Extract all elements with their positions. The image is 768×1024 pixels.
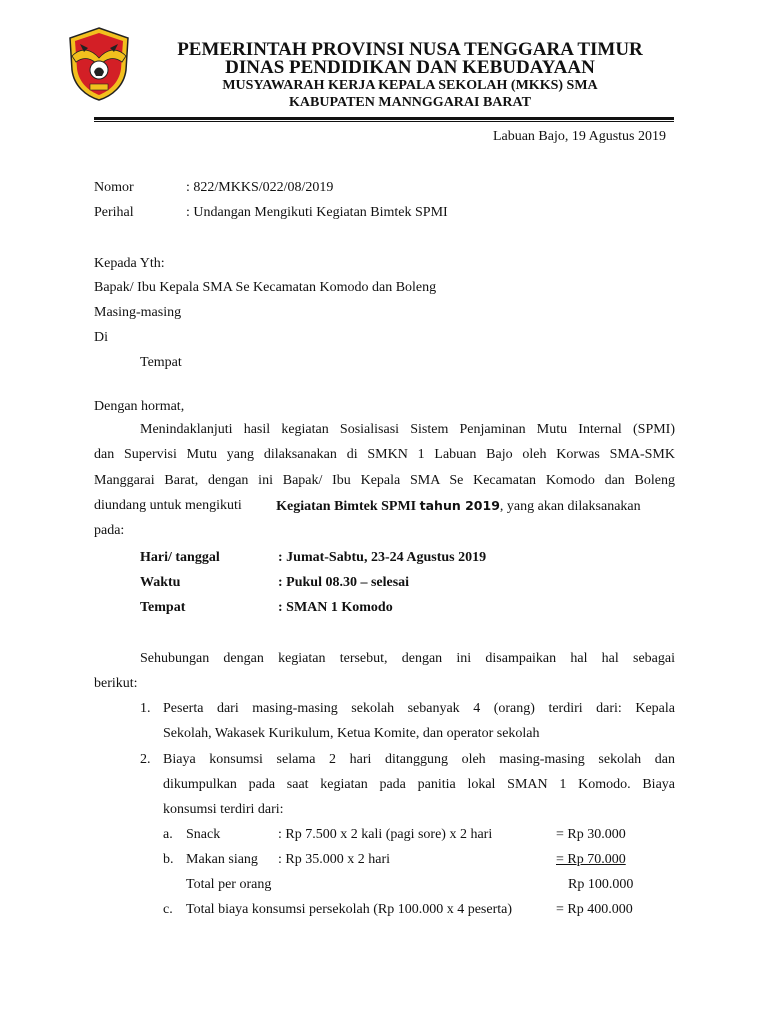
followup-line-2: berikut: bbox=[94, 676, 138, 691]
p1-line4-emphasis bbox=[276, 497, 640, 516]
cost-a-label: Snack bbox=[186, 827, 221, 842]
province-crest-logo bbox=[66, 26, 132, 102]
cost-a-total: = Rp 30.000 bbox=[556, 827, 626, 842]
letterhead-divider-thick bbox=[94, 117, 674, 120]
schedule-value-time: : Pukul 08.30 – selesai bbox=[278, 575, 410, 590]
item-2-number: 2. bbox=[140, 752, 151, 767]
letter-date: Labuan Bajo, 19 Agustus 2019 bbox=[492, 129, 666, 144]
cost-c-label: Total biaya konsumsi persekolah (Rp 100.000 x 4 peserta) bbox=[186, 902, 513, 917]
letterhead-line-2: DINAS PENDIDIKAN DAN KEBUDAYAAN bbox=[225, 57, 595, 78]
cost-c-total: = Rp 400.000 bbox=[556, 902, 633, 917]
cost-a-detail: : Rp 7.500 x 2 kali (pagi sore) x 2 hari bbox=[278, 827, 493, 842]
cost-a-letter: a. bbox=[163, 827, 173, 842]
followup-line-1: Sehubungan dengan kegiatan tersebut, dengan ini disampaikan hal hal sebagai bbox=[140, 651, 675, 666]
item-1-line-1: Peserta dari masing-masing sekolah sebanyak 4 (orang) terdiri dari: Kepala bbox=[163, 701, 675, 716]
schedule-value-place: : SMAN 1 Komodo bbox=[278, 600, 393, 615]
letterhead-divider-thin bbox=[94, 121, 674, 122]
cost-b-label: Makan siang bbox=[186, 852, 258, 867]
item-2-line-3: konsumsi terdiri dari: bbox=[163, 802, 284, 817]
schedule-label-time: Waktu bbox=[140, 575, 181, 590]
p1-event-name: Kegiatan Bimtek SPMI bbox=[276, 499, 417, 514]
p1-line4-start: diundang untuk mengikuti bbox=[94, 498, 242, 513]
greeting: Dengan hormat, bbox=[94, 399, 185, 414]
recipient-line-3: Masing-masing bbox=[94, 305, 182, 320]
schedule-label-date: Hari/ tanggal bbox=[140, 550, 220, 565]
cost-b-total: = Rp 70.000 bbox=[556, 852, 626, 867]
cost-b-letter: b. bbox=[163, 852, 174, 867]
paragraph-1-line-4 bbox=[94, 497, 675, 516]
cost-subtotal-label: Total per orang bbox=[186, 877, 272, 892]
letterhead-line-4: KABUPATEN MANNGGARAI BARAT bbox=[289, 95, 531, 110]
schedule-value-date: : Jumat-Sabtu, 23-24 Agustus 2019 bbox=[278, 550, 487, 565]
nomor-value: : 822/MKKS/022/08/2019 bbox=[186, 180, 334, 195]
recipient-name: Bapak/ Ibu Kepala SMA Se Kecamatan Komodo dan Boleng bbox=[94, 280, 437, 295]
cost-subtotal-value: Rp 100.000 bbox=[568, 877, 634, 892]
item-1-number: 1. bbox=[140, 701, 151, 716]
paragraph-1-line-2: dan Supervisi Mutu yang dilaksanakan di SMKN 1 Labuan Bajo oleh Korwas SMA-SMK bbox=[94, 447, 675, 462]
recipient-salutation: Kepada Yth: bbox=[94, 256, 165, 271]
cost-b-detail: : Rp 35.000 x 2 hari bbox=[278, 852, 390, 867]
p1-event-year: tahun 2019 bbox=[419, 498, 500, 513]
item-2-line-2: dikumpulkan pada saat kegiatan pada panitia lokal SMAN 1 Komodo. Biaya bbox=[163, 777, 675, 792]
letterhead-line-1: PEMERINTAH PROVINSI NUSA TENGGARA TIMUR bbox=[177, 39, 643, 60]
perihal-value: : Undangan Mengikuti Kegiatan Bimtek SPMI bbox=[186, 205, 448, 220]
perihal-label: Perihal bbox=[94, 205, 134, 220]
schedule-label-place: Tempat bbox=[140, 600, 186, 615]
paragraph-1-line-1: Menindaklanjuti hasil kegiatan Sosialisasi Sistem Penjaminan Mutu Internal (SPMI) bbox=[140, 422, 675, 437]
recipient-place: Tempat bbox=[140, 355, 182, 370]
p1-line4-end: , yang akan dilaksanakan bbox=[499, 499, 641, 514]
item-2-line-1: Biaya konsumsi selama 2 hari ditanggung oleh masing-masing sekolah dan bbox=[163, 752, 675, 767]
paragraph-1-line-3: Manggarai Barat, dengan ini Bapak/ Ibu Kepala SMA Se Kecamatan Komodo dan Boleng bbox=[94, 473, 675, 488]
letterhead-line-3: MUSYAWARAH KERJA KEPALA SEKOLAH (MKKS) SMA bbox=[222, 78, 598, 93]
paragraph-1-line-5: pada: bbox=[94, 523, 125, 538]
recipient-line-4: Di bbox=[94, 330, 108, 345]
nomor-label: Nomor bbox=[94, 180, 134, 195]
cost-c-letter: c. bbox=[163, 902, 173, 917]
item-1-line-2: Sekolah, Wakasek Kurikulum, Ketua Komite, dan operator sekolah bbox=[163, 726, 540, 741]
